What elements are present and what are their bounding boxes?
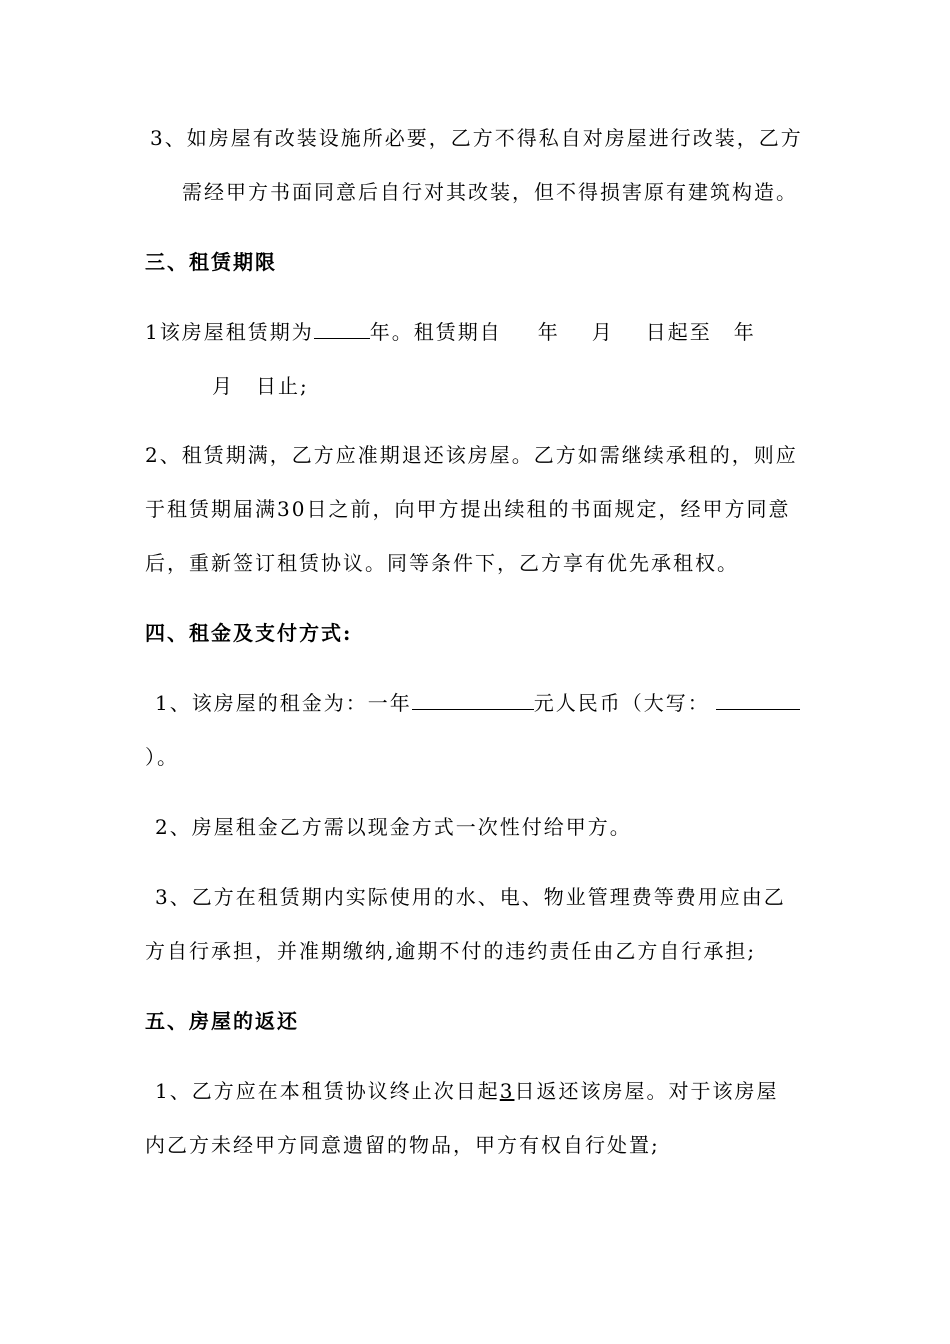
- expire-line-3: 后，重新签订租赁协议。同等条件下，乙方享有优先承租权。: [145, 551, 739, 575]
- term-text-end: 日止;: [256, 374, 309, 398]
- rent-line-1-cont: ）。: [145, 745, 179, 769]
- term-text-b: 年。租赁期自: [369, 320, 502, 344]
- return-text-a: 1、乙方应在本租赁协议终止次日起: [155, 1079, 500, 1103]
- section-heading-rent: 四、租金及支付方式:: [145, 621, 353, 645]
- term-text-d: 月: [591, 320, 614, 344]
- term-text-a: 1该房屋租赁期为: [145, 320, 314, 344]
- rent-amount-blank: [412, 689, 534, 710]
- term-text-c: 年: [537, 320, 560, 344]
- term-text-month: 月: [212, 374, 234, 398]
- return-text-c: 日返还该房屋。对于该房屋: [514, 1079, 779, 1103]
- section-heading-return: 五、房屋的返还: [145, 1009, 299, 1033]
- rent-words-blank: [716, 689, 800, 710]
- clause-3-line-2: 需经甲方书面同意后自行对其改装，但不得损害原有建筑构造。: [182, 180, 798, 204]
- rent-text-b: 元人民币（大写：: [533, 691, 710, 715]
- return-days: 3: [499, 1079, 515, 1103]
- clause-3-line-1: 3、如房屋有改装设施所必要，乙方不得私自对房屋进行改装，乙方: [150, 126, 803, 150]
- rent-line-3-cont: 方自行承担，并准期缴纳,逾期不付的违约责任由乙方自行承担;: [145, 939, 757, 963]
- rent-line-3: 3、乙方在租赁期内实际使用的水、电、物业管理费等费用应由乙: [155, 885, 786, 909]
- rent-line-1: [155, 689, 800, 717]
- term-text-e: 日起至: [645, 320, 712, 344]
- rent-text-a: 1、该房屋的租金为：一年: [155, 691, 412, 715]
- return-line-2: 内乙方未经甲方同意遗留的物品，甲方有权自行处置;: [145, 1133, 660, 1157]
- section-heading-term: 三、租赁期限: [145, 250, 277, 274]
- term-text-f: 年: [733, 320, 756, 344]
- term-line-1: [145, 318, 756, 346]
- return-line-1: [155, 1077, 778, 1105]
- rent-line-2: 2、房屋租金乙方需以现金方式一次性付给甲方。: [155, 815, 632, 839]
- expire-line-1: 2、租赁期满，乙方应准期退还该房屋。乙方如需继续承租的，则应: [145, 443, 798, 467]
- years-blank: [314, 318, 370, 339]
- expire-line-2: 于租赁期届满30日之前，向甲方提出续租的书面规定，经甲方同意: [145, 497, 791, 521]
- term-line-2: [212, 372, 309, 400]
